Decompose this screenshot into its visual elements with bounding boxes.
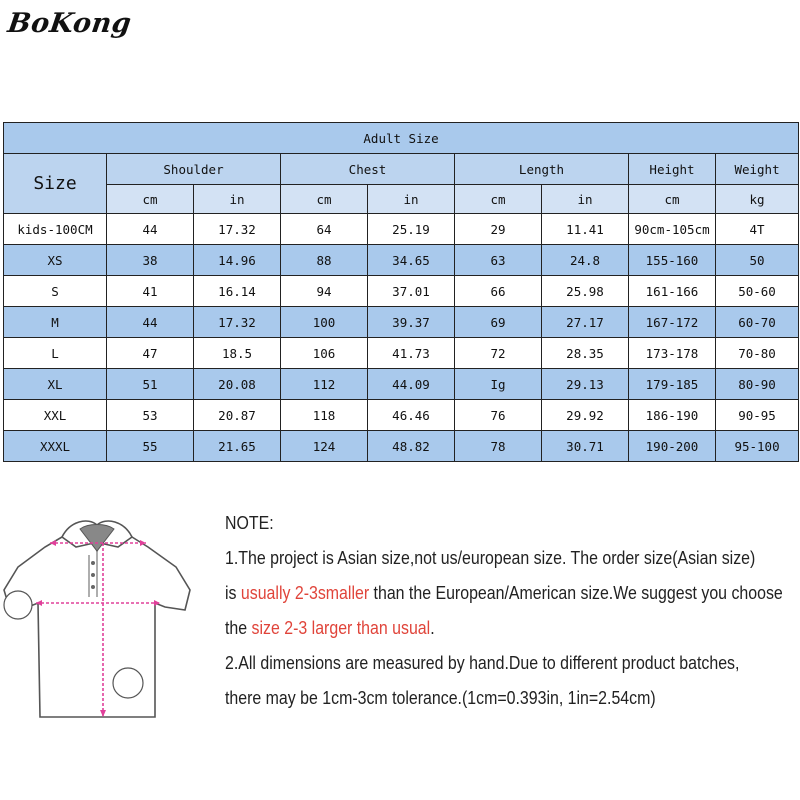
table-cell: 50-60 (716, 276, 799, 307)
note-line-1: 1.The project is Asian size,not us/european size. The order size(Asian size) (225, 547, 756, 568)
table-cell: 55 (107, 431, 194, 462)
table-cell: 100 (281, 307, 368, 338)
size-chart-table (3, 122, 799, 462)
table-cell: 29 (455, 214, 542, 245)
table-cell: 50 (716, 245, 799, 276)
note-line-3 (225, 610, 720, 645)
table-row (4, 307, 799, 338)
size-label-cell: kids-100CM (4, 214, 107, 245)
chest-header: Chest (281, 154, 455, 185)
note-heading: NOTE: (225, 512, 274, 533)
table-cell: 4T (716, 214, 799, 245)
table-cell: 44.09 (368, 369, 455, 400)
table-cell: 14.96 (194, 245, 281, 276)
table-cell: 190-200 (629, 431, 716, 462)
table-cell: 21.65 (194, 431, 281, 462)
table-cell: 25.19 (368, 214, 455, 245)
table-cell: 78 (455, 431, 542, 462)
table-cell: 11.41 (542, 214, 629, 245)
note-text: is (225, 582, 241, 603)
table-cell: 63 (455, 245, 542, 276)
note-line-2 (225, 575, 783, 610)
height-header: Height (629, 154, 716, 185)
size-label-cell: XL (4, 369, 107, 400)
table-cell: 20.87 (194, 400, 281, 431)
table-cell: 106 (281, 338, 368, 369)
size-column-header: Size (4, 154, 107, 214)
size-note (225, 505, 783, 715)
table-cell: 34.65 (368, 245, 455, 276)
table-cell: 47 (107, 338, 194, 369)
table-cell: 30.71 (542, 431, 629, 462)
table-cell: 46.46 (368, 400, 455, 431)
shoulder-header: Shoulder (107, 154, 281, 185)
table-cell: 41.73 (368, 338, 455, 369)
note-line-5: there may be 1cm-3cm tolerance.(1cm=0.393in, 1in=2.54cm) (225, 687, 656, 708)
table-cell: 60-70 (716, 307, 799, 338)
table-cell: 80-90 (716, 369, 799, 400)
table-cell: 95-100 (716, 431, 799, 462)
polo-shirt-diagram-icon (0, 495, 205, 750)
table-cell: 28.35 (542, 338, 629, 369)
unit-cell: in (368, 185, 455, 214)
note-text: the (225, 617, 252, 638)
table-cell: 118 (281, 400, 368, 431)
table-cell: 38 (107, 245, 194, 276)
table-cell: 161-166 (629, 276, 716, 307)
table-cell: 90cm-105cm (629, 214, 716, 245)
table-title: Adult Size (4, 123, 799, 154)
length-header: Length (455, 154, 629, 185)
table-cell: 70-80 (716, 338, 799, 369)
size-label-cell: M (4, 307, 107, 338)
note-line-4: 2.All dimensions are measured by hand.Due to different product batches, (225, 652, 740, 673)
unit-cell: cm (107, 185, 194, 214)
brand-logo: BoKong (5, 8, 134, 39)
note-highlight: usually 2-3smaller (240, 582, 370, 603)
table-row (4, 245, 799, 276)
table-row (4, 369, 799, 400)
table-cell: 18.5 (194, 338, 281, 369)
unit-cell: cm (455, 185, 542, 214)
table-cell: 20.08 (194, 369, 281, 400)
table-cell: 112 (281, 369, 368, 400)
table-cell: 186-190 (629, 400, 716, 431)
table-cell: 94 (281, 276, 368, 307)
note-text: than the European/American size.We suggest you choose (369, 582, 783, 603)
table-cell: 29.13 (542, 369, 629, 400)
table-cell: 44 (107, 307, 194, 338)
table-cell: 51 (107, 369, 194, 400)
table-cell: 53 (107, 400, 194, 431)
table-cell: 44 (107, 214, 194, 245)
table-cell: 27.17 (542, 307, 629, 338)
table-cell: 124 (281, 431, 368, 462)
table-cell: 167-172 (629, 307, 716, 338)
unit-cell: kg (716, 185, 799, 214)
table-cell: 39.37 (368, 307, 455, 338)
table-cell: 25.98 (542, 276, 629, 307)
table-cell: 17.32 (194, 214, 281, 245)
table-body (4, 214, 799, 462)
table-cell: 16.14 (194, 276, 281, 307)
table-cell: 88 (281, 245, 368, 276)
table-row (4, 400, 799, 431)
table-cell: 64 (281, 214, 368, 245)
unit-cell: in (542, 185, 629, 214)
note-text: . (430, 617, 435, 638)
table-cell: Ig (455, 369, 542, 400)
unit-cell: cm (629, 185, 716, 214)
size-label-cell: XXL (4, 400, 107, 431)
table-cell: 90-95 (716, 400, 799, 431)
table-cell: 173-178 (629, 338, 716, 369)
note-highlight: size 2-3 larger than usual (251, 617, 431, 638)
table-cell: 155-160 (629, 245, 716, 276)
table-cell: 66 (455, 276, 542, 307)
table-cell: 24.8 (542, 245, 629, 276)
table-cell: 41 (107, 276, 194, 307)
table-cell: 48.82 (368, 431, 455, 462)
table-cell: 17.32 (194, 307, 281, 338)
table-row (4, 338, 799, 369)
table-cell: 76 (455, 400, 542, 431)
table-cell: 179-185 (629, 369, 716, 400)
size-label-cell: XXXL (4, 431, 107, 462)
size-label-cell: S (4, 276, 107, 307)
table-cell: 29.92 (542, 400, 629, 431)
table-cell: 72 (455, 338, 542, 369)
table-cell: 69 (455, 307, 542, 338)
table-cell: 37.01 (368, 276, 455, 307)
weight-header: Weight (716, 154, 799, 185)
unit-cell: in (194, 185, 281, 214)
size-label-cell: XS (4, 245, 107, 276)
table-row (4, 214, 799, 245)
table-row (4, 431, 799, 462)
size-label-cell: L (4, 338, 107, 369)
unit-cell: cm (281, 185, 368, 214)
table-row (4, 276, 799, 307)
